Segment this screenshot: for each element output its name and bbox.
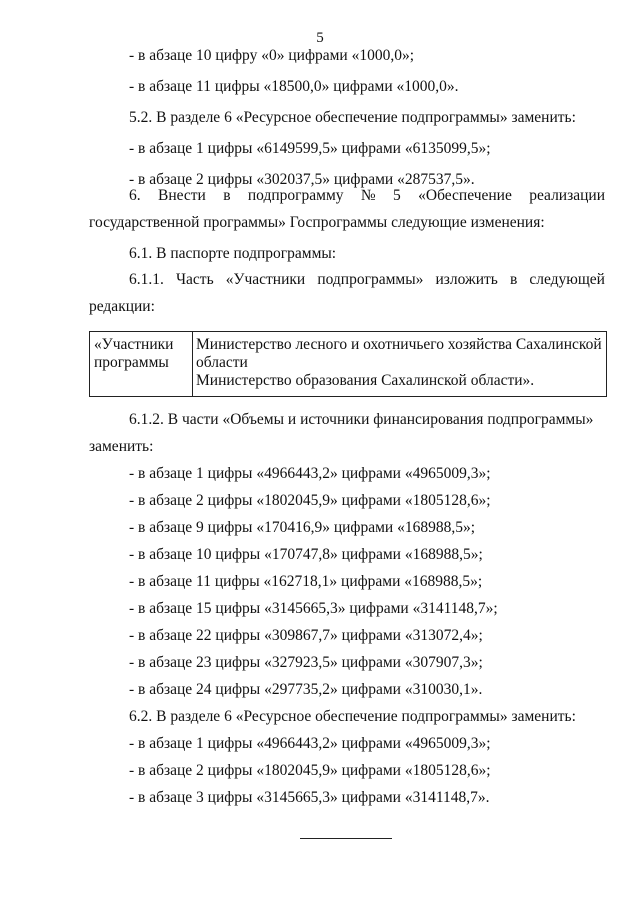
amendment-line: - в абзаце 3 цифры «3145665,3» цифрами «3141148,7». (129, 789, 490, 806)
amendment-line: - в абзаце 1 цифры «4966443,2» цифрами «4965009,3»; (129, 735, 491, 752)
participant-line: области (196, 354, 248, 371)
item-6-1-1-line1 (129, 270, 605, 290)
amendment-line: - в абзаце 10 цифры «170747,8» цифрами «168988,5»; (129, 546, 483, 563)
participants-label-line: программы (94, 354, 169, 371)
amendment-line: - в абзаце 23 цифры «327923,5» цифрами «307907,3»; (129, 654, 483, 671)
amendment-line: - в абзаце 15 цифры «3145665,3» цифрами «3141148,7»; (129, 600, 498, 617)
word: 6. (129, 187, 141, 204)
participants-label-line: «Участники (94, 336, 174, 353)
item-6-1-heading: 6.1. В паспорте подпрограммы: (129, 245, 337, 262)
participant-line: Министерство образования Сахалинской области». (196, 372, 535, 389)
word: следующей (529, 271, 605, 288)
participants-label-cell (90, 332, 193, 396)
section-heading-6-2: 6.2. В разделе 6 «Ресурсное обеспечение подпрограммы» заменить: (129, 708, 576, 725)
word: изложить (435, 271, 498, 288)
amendment-line: - в абзаце 2 цифры «1802045,9» цифрами «1805128,6»; (129, 492, 491, 509)
item-6-line1 (129, 186, 605, 206)
word: 6.1.1. (129, 271, 164, 288)
participant-line: Министерство лесного и охотничьего хозяйства Сахалинской (196, 336, 602, 353)
word: подпрограммы» (317, 271, 424, 288)
section-heading-5-2: 5.2. В разделе 6 «Ресурсное обеспечение подпрограммы» заменить: (129, 109, 576, 126)
amendment-line: - в абзаце 22 цифры «309867,7» цифрами «313072,4»; (129, 627, 483, 644)
participants-value-cell (193, 332, 606, 396)
participants-table (89, 331, 607, 397)
word: подпрограмму (247, 187, 344, 204)
page-number: 5 (316, 30, 324, 46)
word: реализации (529, 187, 605, 204)
amendment-line: - в абзаце 24 цифры «297735,2» цифрами «310030,1». (129, 681, 483, 698)
amendment-line: - в абзаце 1 цифры «4966443,2» цифрами «4965009,3»; (129, 465, 491, 482)
item-6-line2: государственной программы» Госпрограммы следующие изменения: (89, 214, 545, 231)
amendment-line: - в абзаце 11 цифры «18500,0» цифрами «1000,0». (129, 78, 459, 95)
word: 5 (393, 187, 401, 204)
amendment-line: - в абзаце 11 цифры «162718,1» цифрами «168988,5»; (129, 573, 483, 590)
word: в (223, 187, 231, 204)
word: «Участники (225, 271, 306, 288)
amendment-line: - в абзаце 1 цифры «6149599,5» цифрами «6135099,5»; (129, 140, 491, 157)
footer-divider (300, 838, 392, 839)
item-6-1-2-line2: заменить: (89, 438, 154, 455)
amendment-line: - в абзаце 10 цифру «0» цифрами «1000,0»; (129, 47, 415, 64)
item-6-1-1-line2: редакции: (89, 298, 155, 315)
word: № (360, 187, 376, 204)
word: Внести (157, 187, 206, 204)
amendment-line: - в абзаце 9 цифры «170416,9» цифрами «168988,5»; (129, 519, 476, 536)
item-6-1-2-line1: 6.1.2. В части «Объемы и источники финансирования подпрограммы» (129, 411, 594, 428)
word: «Обеспечение (418, 187, 512, 204)
amendment-line: - в абзаце 2 цифры «302037,5» цифрами «287537,5». (129, 171, 475, 188)
amendment-line: - в абзаце 2 цифры «1802045,9» цифрами «1805128,6»; (129, 762, 491, 779)
word: Часть (175, 271, 214, 288)
word: в (509, 271, 518, 288)
